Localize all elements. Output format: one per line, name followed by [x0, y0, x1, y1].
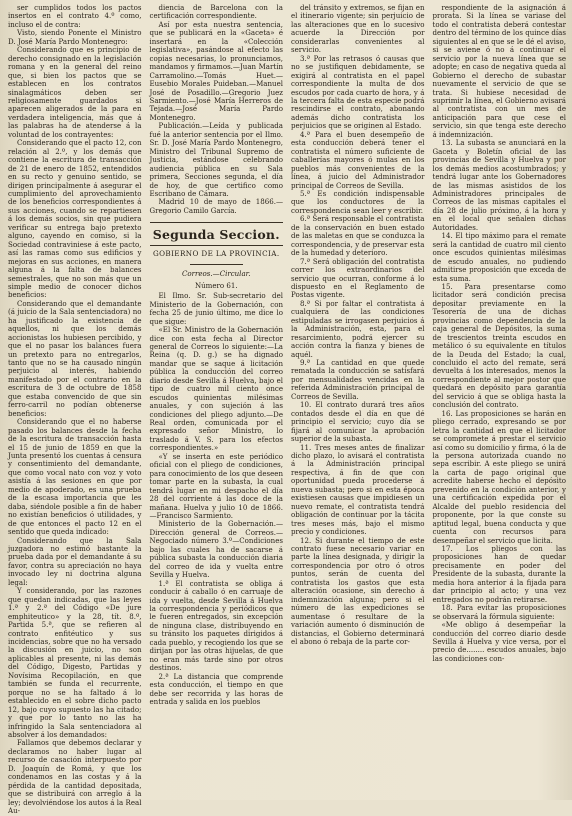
section-title: Segunda Seccion. [150, 222, 284, 246]
paragraph: 14. El tipo máximo para el remate será la cantidad de cuatro mil ciento once escudos quinientas milésimas de escudo anuales, no pudiendo admitirse proposición que exceda de esta suma. [432, 231, 566, 283]
paragraph: 2.ª La distancia que comprende esta conducción, el tiempo en que debe ser recorrida y las horas de entrada y salida en los pueblos [149, 671, 283, 706]
paragraph: diencia de Barcelona con la certificación correspondiente. [149, 3, 283, 21]
paragraph: Visto, siendo Ponente el Ministro D. José María Pardo Montenegro: [8, 28, 142, 46]
paragraph: ser cumplidos todos los pactos insertos en el contrato 4.º como, incluso el de contra: [8, 3, 142, 29]
court-ruling-end [150, 4, 284, 215]
paragraph: del tránsito y extremos, se fijan en el itinerario vigente; sin perjuicio de las alteraciones que en lo sucesivo acuerde la Dirección por considerarlas convenientes al servicio. [291, 3, 425, 55]
column-3 [291, 4, 425, 800]
paragraph: Así por esta nuestra sentencia, que se publicará en la «Gaceta» é insertará en la «Colección legislativa», pasándose al efecto las copias necesarias, lo pronunciamos, mandamos y firmamos.—Juan Martín Carramolino.—Tomás Huet.—Eusebio Morales Puideban.—Manuel José de Posadillo.—Gregorio Juez Sarmiento.—José María Herreros de Tejada.—José María Pardo Montenegro. [149, 19, 283, 122]
paragraph: Considerando que el no haberse pasado los balances desde la fecha de la escritura de transacción hasta el 15 de junio de 1859 en que la Junta presentó los cuentas á censura y consentimiento del demandante, que como vocal nato con voz y voto asistía á las sesiones en que por medio de apoderado, es una prueba de la escasa importancia que les daba, siéndole posible a fin de haber no existían beneficios ó utilidades, y de que entonces el pacto 12 en el sentido que queda indicado: [8, 417, 142, 537]
paragraph: 11. Tres meses antes de finalizar dicho plazo, lo avisará el contratista á la Administración principal respectiva, á fin de que con oportunidad pueda procederse á nueva subasta; pero si en esta época existiesen causas que impidiesen un nuevo remate, el contratista tendrá obligación de continuar por la tácita tres meses más, bajo el mismo precio y condiciones. [291, 442, 425, 537]
paragraph: Considerando que es principio de derecho consignado en la legislación romana y en la general del reino que, si bien los pactos que se establecen en los contratos sinalagmáticos deben ser religiosamente guardados si aparecen aligerados de la para en verdadera inteligencia, más que á las palabras ha de atenderse á la voluntad de los contrayentes: [8, 45, 142, 139]
paragraph: 3.ª Por las retrasos ó causas que no se justifiquen debidamente, se exigirá al contratista en el papel correspondiente la multa de dos escudos por cada cuarto de hora, y á la tercera falta de esta especie podrá rescindirse el contrato, abonando además dicho contratista los perjuicios que se originen al Estado. [291, 53, 425, 131]
paragraph: 1.ª El contratista se obliga á conducir á caballo ó en carruaje de ida y vuelta, desde Sevilla á Huelva la correspondencia y periódicos que le fueren entregados, sin excepción de ninguna clase, distribuyendo en su tránsito los paquetes dirigidos á cada pueblo, y recogiendo los que se dirijan por las otras hijuelas, de que no eran más tarde sino por otros destinos. [149, 578, 283, 673]
paragraph: 18. Para evitar las proposiciones se observará la fórmula siguiente: [432, 603, 566, 621]
circular-heading: Correos.—Circular. [182, 269, 251, 279]
circular-number: Número 61. [194, 280, 238, 290]
divider [190, 264, 243, 265]
paragraph: Ministerio de la Gobernación.— Dirección general de Correos.— Negociado número 3.º—Condiciones bajo las cuales ha de sacarse á pública subasta la conducción diaria del correo de ida y vuelta entre Sevilla y Huelva. [149, 519, 283, 580]
paragraph: El Ilmo. Sr. Sub-secretario del Ministerio de la Gobernación, con fecha 25 de junio último, me dice lo que sigue: [149, 291, 283, 326]
paragraph: respondiente de la asignación á prorata. Si la línea se variase del todo el contratista deberá contestar dentro del término de los quince días siguientes al en que se le dé el aviso, si se aviene ó no á continuar el servicio por la nueva línea que se adopte; en caso de negativa queda al Gobierno el derecho de subastar nuevamente el servicio de que se trata. Si hubiese necesidad de suprimir la línea, el Gobierno avisará al contratista con un mes de anticipación para que cese el servicio, sin que tenga este derecho á indemnización. [432, 3, 566, 139]
paragraph: «Y se inserta en este periódico oficial con el pliego de condiciones, para conocimiento de los que deseen tomar parte en la subasta, la cual tendrá lugar en mi despacho el día 28 del corriente á las doce de la mañana. Huelva y julio 10 de 1866.—Francisco Sarmiento. [149, 451, 283, 521]
column-1 [8, 3, 142, 816]
paragraph: Considerando que el pacto 12, con relación al 2.º, y los demás que contiene la escritura de transacción de 21 de enero de 1852, entendidos en su recto y genuino sentido, se dirigen principalmente á asegurar el cumplimiento del aprovechamiento de los beneficios correspondientes á sus acciones, cuando se repartiesen á los demás socios, sin que pudiera verificar su entrega bajo pretexto alguno, cayendo en comiso, si la Sociedad contraviniese á este pacto, así las ramas como sus edificios y mejoras en sus acciones, en manera alguna á la falta de balances semestrales, que no son más que un simple medio de conocer dichos beneficios: [8, 138, 142, 300]
paragraph: Madrid 10 de mayo de 1866.—Gregorio Camilo García. [149, 197, 283, 215]
circular-body [150, 292, 284, 706]
paragraph: 8.ª Si por faltar el contratista á cualquiera de las condiciones estipuladas se irrogasen perjuicios á la Administración, esta, para el resarcimiento, podrá ejercer su acción contra la fianza y bienes de aquél. [291, 298, 425, 359]
paragraph: 10. El contrato durará tres años contados desde el día en que dé principio el servicio; cuyo día se fijará al comunicar la aprobación superior de la subasta. [291, 400, 425, 444]
paragraph: «El Sr. Ministro de la Gobernación dice con esta fecha al Director general de Correos lo siguiente:—La Reina (q. D. g.) se ha dignado mandar que se saque á licitación pública la conducción del correo diario desde Sevilla á Huelva, bajo el tipo de cuatro mil ciento once escudos quinientas milésimas anuales, y con sujeción á las condiciones del pliego adjunto.—De Real orden, comunicada por el expresado señor Ministro, lo traslado á V. S. para los efectos correspondientes.» [149, 325, 283, 453]
paragraph: «Me obligo á desempeñar la conducción del correo diario desde Sevilla á Huelva y vice versa, por el precio de........ escudos anuales, bajo las condiciones con- [432, 620, 566, 663]
paragraph: 9.ª La cantidad en que quede rematada la conducción se satisfará por mensualidades vencidas en la referida Administración principal de Correos de Sevilla. [291, 358, 425, 401]
paragraph: 15. Para presentarse como licitador será condición precisa depositar previamente en la Tesorería de una de dichas provincias como dependencia de la caja general de Depósitos, la suma de trescientos treinta escudos en metálico ó su equivalente en títulos de la Deuda del Estado; la cual, concluido el acto del remate, será devuelta á los interesados, menos la correspondiente al mejor postor que quedará en depósito para garantía del servicio á que se obliga hasta la conclusión del contrato. [432, 281, 566, 410]
paragraph: 7.ª Será obligación del contratista correr los extraordinarios del servicio que ocurran, conforme á lo dispuesto en el Reglamento de Postas vigente. [291, 256, 425, 300]
paragraph: Fallamos que debemos declarar y declaramos no haber lugar al recurso de casación interpuesto por D. Joaquín de Romá, y que los condenamos en las costas y á la pérdida de la cantidad depositada, que se distribuirá con arreglo á la ley; devolviéndose los autos á la Real Au- [8, 738, 142, 816]
paragraph: 6.ª Será responsable el contratista de la conservación en buen estado de las maletas en que se conduzca la correspondencia, y de preservar esta de la humedad y deterioro. [291, 214, 425, 258]
column-2 [150, 4, 284, 800]
paragraph: Considerando que la Sala juzgadora no estimó bastante la prueba dada por el demandante á su favor, contra su apreciación no haya invocado ley ni doctrina alguna legal: [8, 535, 142, 587]
paragraph: Y considerando, por las razones que quedan indicadas, que las leyes 1.ª y 2.ª del Código «De jure emphiteutico» y la 28, tít. 8.º, Partida 5.ª, que se refieren al contrato enfitéutico y sus incidencias, sobre que no ha versado la discusión en juicio, no son aplicables al presente, ni las demás del Código, Digesto, Partidas y Novísima Recopilación, en que también se funda el recurrente, porque no se ha faltado á lo establecido en el sobre dicho pacto 12, bajo cuyo supuesto las ha citado; y que por lo tanto no las ha infringido la Sala sentenciadora al absolver á los demandados: [8, 586, 142, 739]
paragraph: 16. Las proposiciones se harán en pliego cerrado, expresando se por letra la cantidad en que el licitador se compromete á prestar el servicio así como su domicilio y firma, ó la de la persona autorizada cuando no sepa escribir. A este pliego se unirá la carta de pago original que acredite haberse hecho el depósito prevenido en la condición anterior, y una certificación expedida por el Alcalde del pueblo residencia del proponente, por la que conste su aptitud legal, buena conducta y que cuenta con recursos para desempeñar el servicio que licita. [432, 408, 566, 545]
paragraph: 4.ª Para el buen desempeño de esta conducción deberá tener el contratista el número suficiente de caballerías mayores ó mulas en los pueblos más convenientes de la línea, á juicio del Administrador principal de Correos de Sevilla. [291, 129, 425, 190]
paragraph: 17. Los pliegos con las proposiciones han de quedar precisamente en poder del Presidente de la subasta, durante la media hora anterior á la fijada para dar principio al acto; y una vez entregados no podrán retirarse. [432, 544, 566, 604]
column-4 [433, 4, 567, 800]
paragraph: 5.ª Es condición indispensable que los conductores de la correspondencia sean leer y escribir. [291, 188, 425, 215]
paragraph: 13. La subasta se anunciará en la Gaceta y Boletín oficial de las provincias de Sevilla y Huelva y por los demás medios acostumbrados; y tendrá lugar ante los Gobernadores de las mismas asistidos de los Administradores principales de Correos de las mismas capitales el día 28 de julio próximo, á la hora y en el local que señalen dichas Autoridades. [432, 138, 566, 232]
paragraph: Considerando que el demandante (á juicio de la Sala sentenciadora) no ha justificado la existencia de aquellos, ni que los demás accionistas los hubiesen percibido, y que el no pasar los balances fuera un pretexto para no entregarlos, tanto que no se ha causado ningún perjuicio al interés, habiendo manifestado por el contrario en la escritura de 3 de octubre de 1858 que estaba convencido de que sin ferro-carril no podían obtenerse beneficios: [8, 298, 142, 418]
paragraph: Publicación.—Leída y publicada fué la anterior sentencia por el Ilmo. Sr. D. José María Pardo Montenegro, Ministro del Tribunal Supremo de Justicia, estándose celebrando audiencia pública en su Sala primera, Secciones segunda, el día de hoy, de que certifico como Escribano de Cámara. [149, 121, 283, 198]
paragraph: 12. Si durante el tiempo de este contrato fuese necesario variar en parte la línea designada, y dirigir la correspondencia por otro ó otros puntos, serán de cuenta del contratista los gastos que esta alteración ocasione, sin derecho á indemnización alguna; pero si el número de las expediciones se aumentase ó resultare de la variación aumento ó disminución de distancias, el Gobierno determinará el abono ó rebaja de la parte cor- [291, 535, 425, 646]
section-subtitle: GOBIERNO DE LA PROVINCIA. [152, 249, 280, 259]
